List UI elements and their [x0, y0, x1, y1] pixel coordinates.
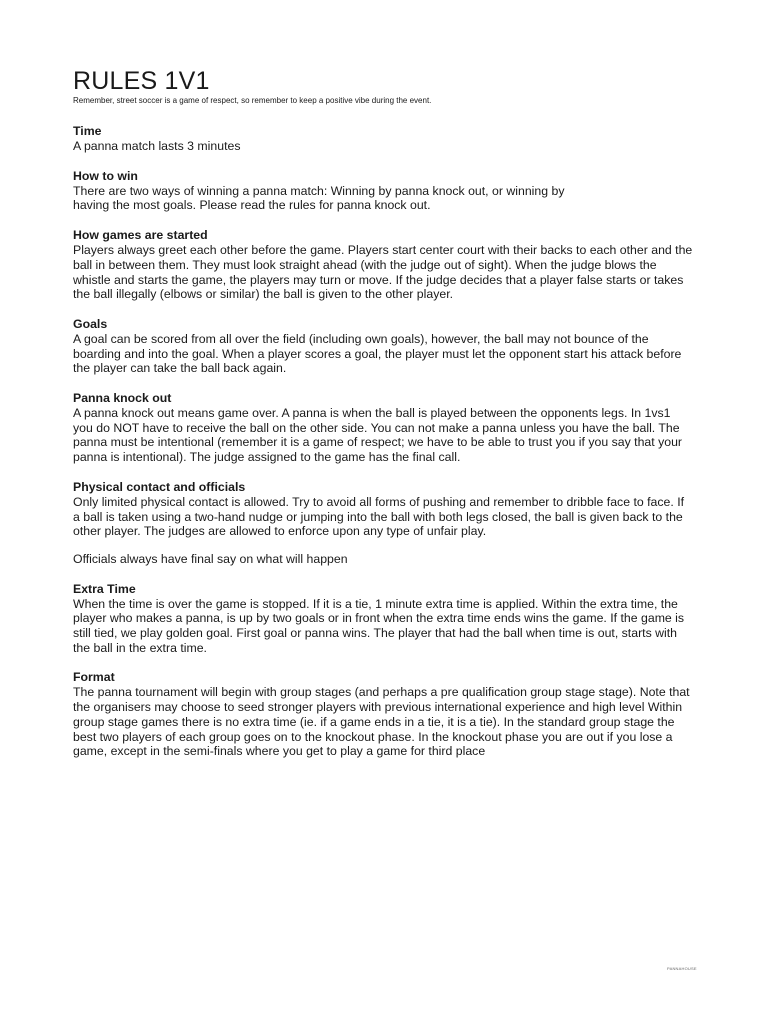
section-body: When the time is over the game is stopped. If it is a tie, 1 minute extra time is applied. Within the extra time, the player who makes a panna, is up by two goals or in front when the extra time ends wins the game. If the game is still tied, we play golden goal. First goal or panna wins. The player that had the ball when time is out, starts with the ball in the extra time. — [73, 596, 685, 655]
section-body: There are two ways of winning a panna match: Winning by panna knock out, or winning by having the most goals. Please read the rules for panna knock out. — [73, 183, 565, 213]
section-physical-contact — [73, 480, 693, 567]
section-body: Players always greet each other before the game. Players start center court with their backs to each other and the ball in between them. They must look straight ahead (with the judge out of sight). When the judge blows the whistle and starts the game, the players may turn or move. If the judge decides that a player false starts or takes the ball illegally (elbows or similar) the ball is given to the other player. — [73, 243, 693, 302]
section-how-to-win — [73, 169, 693, 213]
section-goals — [73, 317, 693, 376]
section-body: Only limited physical contact is allowed. Try to avoid all forms of pushing and remember to dribble face to face. If a ball is taken using a two-hand nudge or jumping into the ball with both legs closed, the ball is given back to the other player. The judges are allowed to enforce upon any type of unfair play. — [73, 494, 685, 539]
section-body: The panna tournament will begin with group stages (and perhaps a pre qualification group stage stage). Note that the organisers may choose to seed stronger players with previous international experience and high level Within group stage games there is no extra time (ie. if a game ends in a tie, it is a tie). In the standard group stage the best two players of each group goes on to the knockout phase. In the knockout phase you are out if you lose a game, except in the semi-finals where you get to play a game for third place — [73, 685, 690, 759]
section-format — [73, 670, 693, 759]
section-heading: Format — [73, 670, 115, 685]
section-body: A panna match lasts 3 minutes — [73, 139, 241, 153]
rules-document — [73, 66, 693, 774]
section-heading: Panna knock out — [73, 391, 172, 406]
document-title: RULES 1V1 — [73, 67, 210, 95]
section-heading: Extra Time — [73, 581, 136, 596]
footer-mark: PANNAHOUSE — [667, 966, 697, 971]
section-heading: How games are started — [73, 228, 208, 243]
document-subtitle: Remember, street soccer is a game of respect, so remember to keep a positive vibe during the event. — [73, 96, 432, 105]
section-heading: Physical contact and officials — [73, 479, 246, 494]
section-how-games-are-started — [73, 228, 693, 302]
section-heading: Time — [73, 124, 102, 138]
section-extra-time — [73, 582, 693, 656]
section-time — [73, 124, 693, 154]
section-body: A panna knock out means game over. A panna is when the ball is played between the opponents legs. In 1vs1 you do NOT have to receive the ball on the other side. You can not make a panna unless you have the ball. The panna must be intentional (remember it is a game of respect; we have to be able to trust you if you say that your panna is intentional). The judge assigned to the game has the final call. — [73, 406, 683, 465]
section-panna-knock-out — [73, 391, 693, 465]
section-heading: How to win — [73, 168, 138, 183]
section-heading: Goals — [73, 316, 108, 331]
section-body-note: Officials always have final say on what will happen — [73, 551, 348, 566]
section-body: A goal can be scored from all over the field (including own goals), however, the ball may not bounce of the boarding and into the goal. When a player scores a goal, the player must let the opponent start his attack before the player can take the ball back again. — [73, 331, 682, 376]
